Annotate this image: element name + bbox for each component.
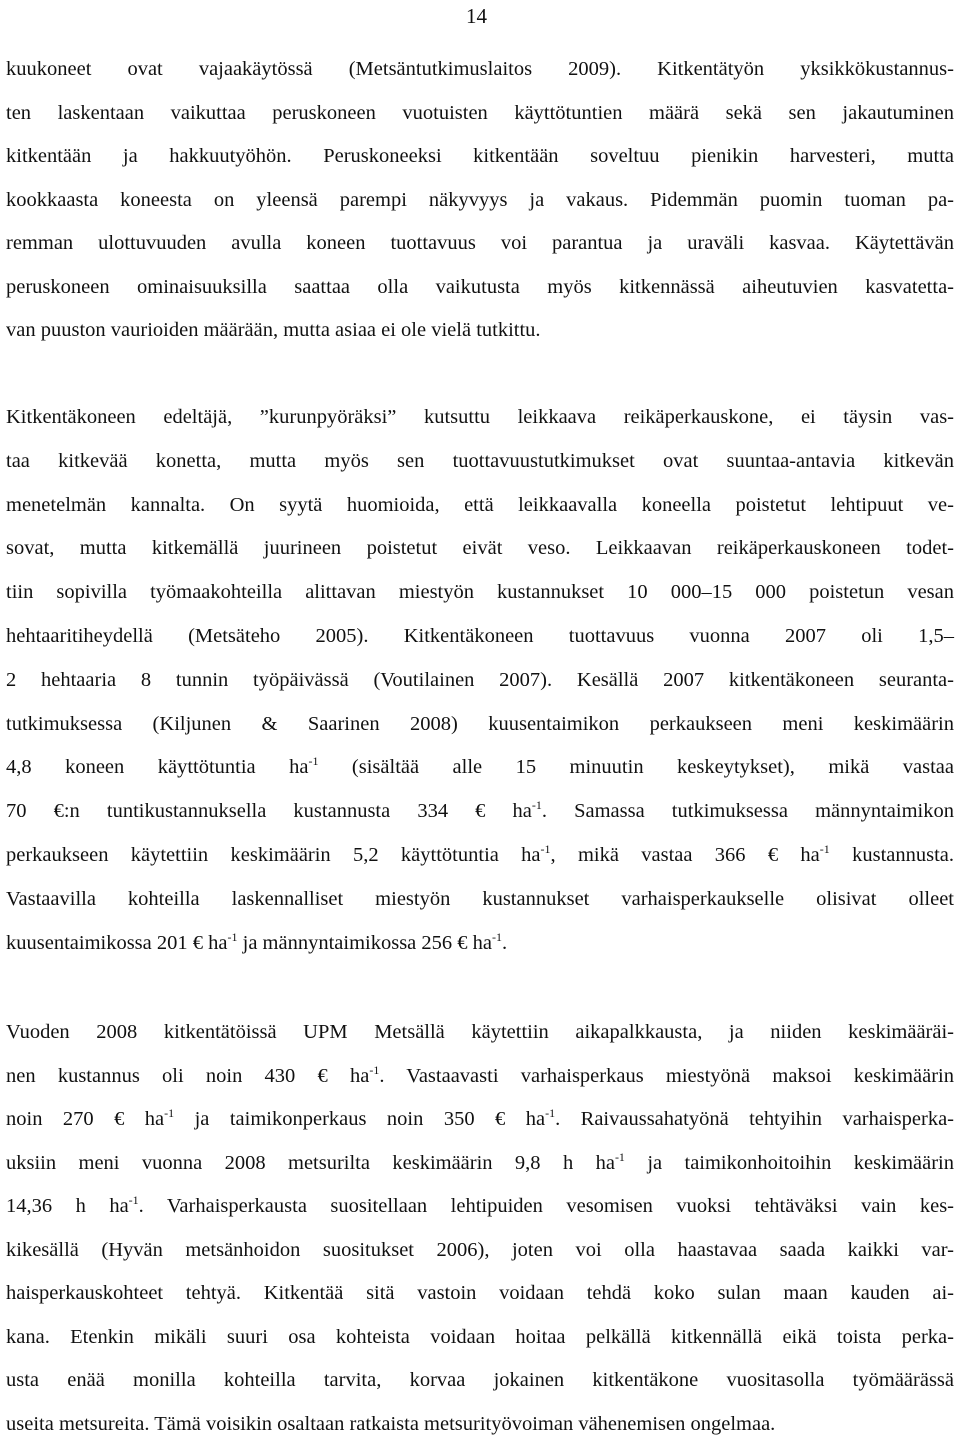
text-line: tutkimuksessa (Kiljunen & Saarinen 2008) kuusentaimikon perkaukseen meni keskimäärin <box>6 712 954 735</box>
text-line: remman ulottuvuuden avulla koneen tuottavuus voi parantua ja uraväli kasvaa. Käytettävän <box>6 232 954 254</box>
text-line: peruskoneen ominaisuuksilla saattaa olla vaikutusta myös kitkennässä aiheutuvien kasvatetta- <box>6 275 954 298</box>
text-line: ten laskentaan vaikuttaa peruskoneen vuotuisten käyttötuntien määrä sekä sen jakautuminen <box>6 101 954 124</box>
text-line: van puuston vaurioiden määrään, mutta asiaa ei ole vielä tutkittu. <box>6 319 541 341</box>
text-segment: , mikä vastaa 366 € ha <box>550 844 820 866</box>
superscript: -1 <box>308 754 319 769</box>
text-segment: ja männyntaimikossa 256 € ha <box>237 931 492 954</box>
text-segment: . <box>502 931 508 954</box>
superscript: -1 <box>545 1106 556 1121</box>
text-segment: . Raivaussahatyönä tehtyihin varhaisperka- <box>555 1108 954 1130</box>
superscript: -1 <box>227 929 238 944</box>
text-segment: noin 270 € ha <box>6 1108 165 1130</box>
text-segment: kustannusta. <box>829 844 955 866</box>
text-segment: perkaukseen käytettiin keskimäärin 5,2 käyttötuntia ha <box>6 844 541 866</box>
text-line: kuukoneet ovat vajaakäytössä (Metsäntutkimuslaitos 2009). Kitkentätyön yksikkökustannus- <box>6 58 954 80</box>
text-segment: (sisältää alle 15 minuutin keskeytykset), mikä vastaa <box>318 756 954 779</box>
text-line <box>6 1149 954 1175</box>
text-segment: . Vastaavasti varhaisperkaus miestyönä maksoi keskimäärin <box>379 1064 954 1087</box>
text-line: haisperkauskohteet tehtyä. Kitkentää sitä vastoin voidaan tehdä koko sulan maan kauden ai- <box>6 1282 954 1304</box>
text-segment: nen kustannus oli noin 430 € ha <box>6 1064 370 1087</box>
text-segment: 70 €:n tuntikustannuksella kustannusta 334 € ha <box>6 800 532 823</box>
page-number: 14 <box>466 4 487 28</box>
text-line: usta enää monilla kohteilla tarvita, korvaa jokainen kitkentäkone vuositasolla työmäärässä <box>6 1369 954 1391</box>
superscript: -1 <box>164 1106 175 1121</box>
text-line: useita metsureita. Tämä voisikin osaltaan ratkaista metsurityövoiman vähenemisen ongelmaa. <box>6 1412 776 1435</box>
text-line: kikesällä (Hyvän metsänhoidon suositukset 2006), joten voi olla haastavaa saada kaikki var- <box>6 1238 954 1261</box>
text-segment: ja taimikonperkaus noin 350 € ha <box>174 1108 546 1130</box>
text-line: Vuoden 2008 kitkentätöissä UPM Metsällä käytettiin aikapalkkausta, ja niiden keskimääräi- <box>6 1021 954 1043</box>
text-line <box>6 844 954 867</box>
superscript: -1 <box>819 842 830 857</box>
text-line: taa kitkevää konetta, mutta myös sen tuottavuustutkimukset ovat suuntaa-antavia kitkevän <box>6 449 954 472</box>
text-line <box>6 1108 954 1131</box>
superscript: -1 <box>531 798 542 813</box>
text-segment: 4,8 koneen käyttötuntia ha <box>6 756 309 779</box>
text-line <box>6 756 954 779</box>
superscript: -1 <box>614 1149 625 1164</box>
text-line <box>6 929 508 955</box>
text-line: menetelmän kannalta. On syytä huomioida, että leikkaavalla koneella poistetut lehtipuut ve- <box>6 493 954 516</box>
text-line <box>6 1062 954 1088</box>
text-line <box>6 800 954 823</box>
text-segment: ja taimikonhoitoihin keskimäärin <box>624 1151 954 1174</box>
text-line: 2 hehtaaria 8 tunnin työpäivässä (Voutilainen 2007). Kesällä 2007 kitkentäkoneen seuranta- <box>6 668 954 691</box>
superscript: -1 <box>128 1193 139 1208</box>
text-line: sovat, mutta kitkemällä juurineen poistetut eivät veso. Leikkaavan reikäperkauskoneen todet- <box>6 537 954 560</box>
text-segment: uksiin meni vuonna 2008 metsurilta keskimäärin 9,8 h ha <box>6 1151 615 1174</box>
text-line: hehtaaritiheydellä (Metsäteho 2005). Kitkentäkoneen tuottavuus vuonna 2007 oli 1,5– <box>6 625 954 647</box>
text-line: kitkentään ja hakkuutyöhön. Peruskoneeksi kitkentään soveltuu pienikin harvesteri, mutta <box>6 145 954 167</box>
text-segment: . Samassa tutkimuksessa männyntaimikon <box>541 800 954 823</box>
superscript: -1 <box>369 1062 380 1077</box>
text-segment: . Varhaisperkausta suositellaan lehtipuiden vesomisen vuoksi tehtäväksi vain kes- <box>138 1195 954 1217</box>
superscript: -1 <box>540 842 551 857</box>
text-line: Vastaavilla kohteilla laskennalliset miestyön kustannukset varhaisperkaukselle olisivat olleet <box>6 887 954 910</box>
text-segment: kuusentaimikossa 201 € ha <box>6 931 228 954</box>
text-line: Kitkentäkoneen edeltäjä, ”kurunpyöräksi” kutsuttu leikkaava reikäperkauskone, ei täysin vas- <box>6 406 954 428</box>
text-line <box>6 1195 954 1218</box>
superscript: -1 <box>492 929 502 944</box>
text-line: kookkaasta koneesta on yleensä parempi näkyvyys ja vakaus. Pidemmän puomin tuoman pa- <box>6 188 954 211</box>
text-line: kana. Etenkin mikäli suuri osa kohteista voidaan hoitaa pelkällä kitkennällä eikä toista perka- <box>6 1325 954 1348</box>
text-segment: 14,36 h ha <box>6 1195 129 1217</box>
text-line: tiin sopivilla työmaakohteilla alittavan miestyön kustannukset 10 000–15 000 poistetun vesan <box>6 581 954 604</box>
